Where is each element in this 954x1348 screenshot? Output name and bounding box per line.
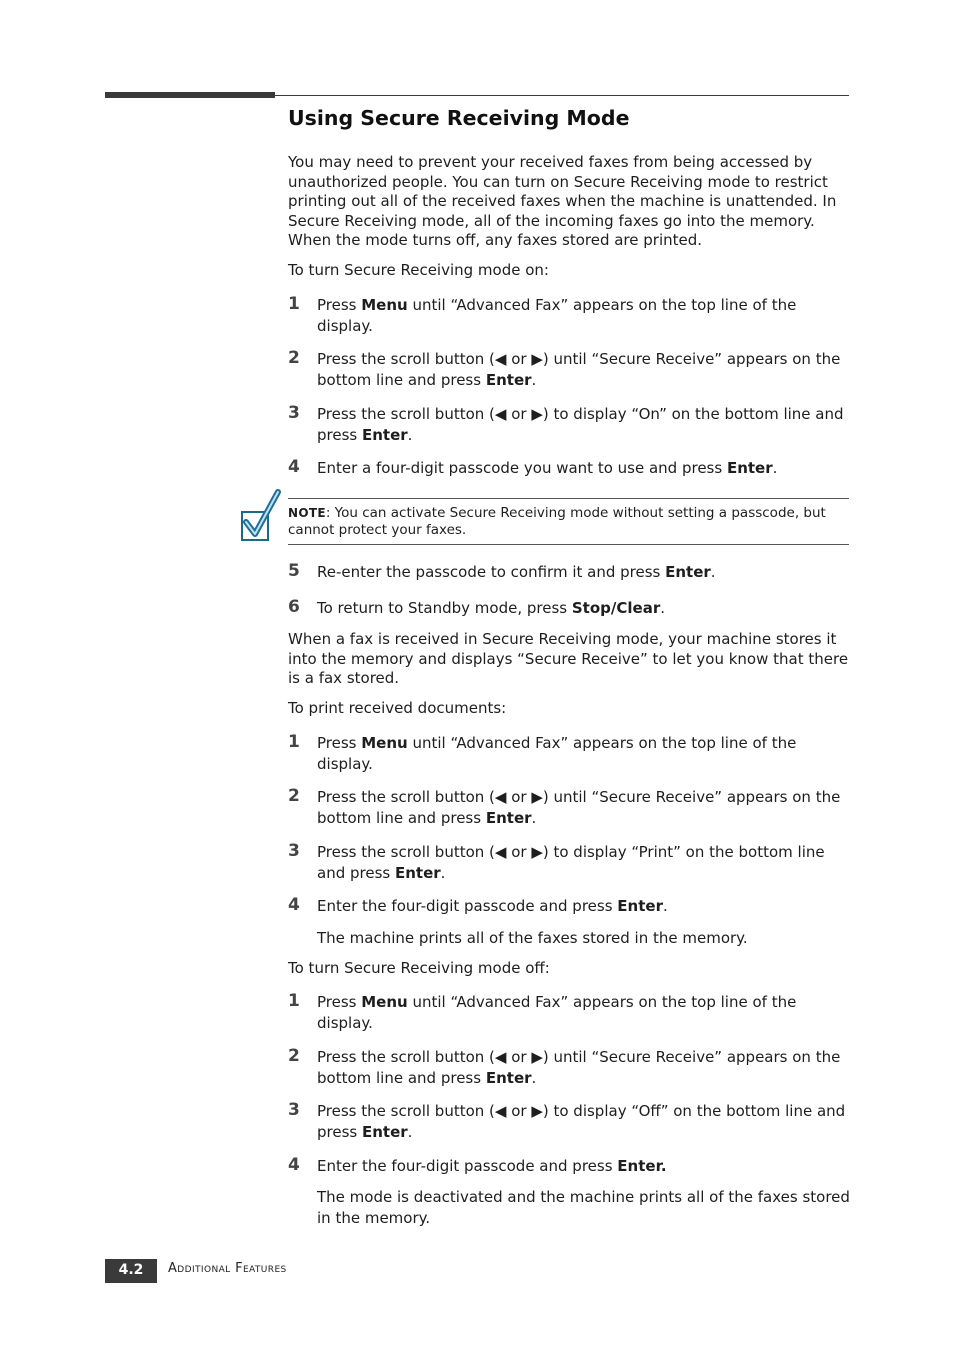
step-text: Press the scroll button (◀ or ▶) until “Secure Receive” appears on the bottom line and press Enter. xyxy=(317,350,841,389)
step-number: 3 xyxy=(288,403,300,423)
step-text: To return to Standby mode, press Stop/Clear. xyxy=(317,599,665,617)
step-number: 2 xyxy=(288,786,300,806)
step-number: 5 xyxy=(288,561,300,581)
received-paragraph: When a fax is received in Secure Receiving mode, your machine stores it into the memory and displays “Secure Receive” to let you know that there is a fax stored. xyxy=(288,630,849,687)
step-text: Press the scroll button (◀ or ▶) to display “On” on the bottom line and press Enter. xyxy=(317,405,844,444)
step-text: Enter the four-digit passcode and press Enter. xyxy=(317,1157,667,1175)
step-number: 4 xyxy=(288,895,300,915)
step-number: 1 xyxy=(288,294,300,314)
page-number-badge: 4.2 xyxy=(105,1259,157,1283)
header-rule-thin xyxy=(275,95,849,96)
step-number: 1 xyxy=(288,732,300,752)
print-result: The machine prints all of the faxes stored in the memory. xyxy=(317,929,748,947)
note-label: NOTE xyxy=(288,506,326,520)
step-number: 2 xyxy=(288,348,300,368)
step-number: 2 xyxy=(288,1046,300,1066)
step-text: Press the scroll button (◀ or ▶) until “Secure Receive” appears on the bottom line and press Enter. xyxy=(317,788,841,827)
note-text: NOTE: You can activate Secure Receiving mode without setting a passcode, but cannot protect your faxes. xyxy=(288,505,826,538)
step-number: 4 xyxy=(288,457,300,477)
intro-paragraph: You may need to prevent your received faxes from being accessed by unauthorized people. You can turn on Secure Receiving mode to restrict printing out all of the received faxes when the machine is unattended. In Secure Receiving mode, all of the incoming faxes go into the memory. When the mode turns off, any faxes stored are printed. xyxy=(288,153,837,249)
step-text: Press Menu until “Advanced Fax” appears on the top line of the display. xyxy=(317,993,797,1032)
turn-off-title: To turn Secure Receiving mode off: xyxy=(288,959,550,977)
step-number: 1 xyxy=(288,991,300,1011)
section-heading: Using Secure Receiving Mode xyxy=(288,106,630,130)
footer-section-title: Additional Features xyxy=(168,1261,287,1276)
note-box xyxy=(288,498,849,545)
step-text: Press Menu until “Advanced Fax” appears on the top line of the display. xyxy=(317,734,797,773)
step-text: Press the scroll button (◀ or ▶) to display “Print” on the bottom line and press Enter. xyxy=(317,843,825,882)
step-text: Enter the four-digit passcode and press Enter. xyxy=(317,897,668,915)
step-text: Enter a four-digit passcode you want to use and press Enter. xyxy=(317,459,778,477)
step-number: 6 xyxy=(288,597,300,617)
step-text: Press Menu until “Advanced Fax” appears on the top line of the display. xyxy=(317,296,797,335)
print-title: To print received documents: xyxy=(288,699,507,717)
step-number: 4 xyxy=(288,1155,300,1175)
step-number: 3 xyxy=(288,841,300,861)
checkmark-note-icon xyxy=(238,488,282,544)
turn-on-title: To turn Secure Receiving mode on: xyxy=(288,261,549,279)
header-rule-thick xyxy=(105,92,275,98)
step-text: Press the scroll button (◀ or ▶) to display “Off” on the bottom line and press Enter. xyxy=(317,1102,846,1141)
step-number: 3 xyxy=(288,1100,300,1120)
step-text: Re-enter the passcode to confirm it and press Enter. xyxy=(317,563,716,581)
step-text: Press the scroll button (◀ or ▶) until “Secure Receive” appears on the bottom line and press Enter. xyxy=(317,1048,841,1087)
off-result: The mode is deactivated and the machine prints all of the faxes stored in the memory. xyxy=(317,1188,850,1227)
